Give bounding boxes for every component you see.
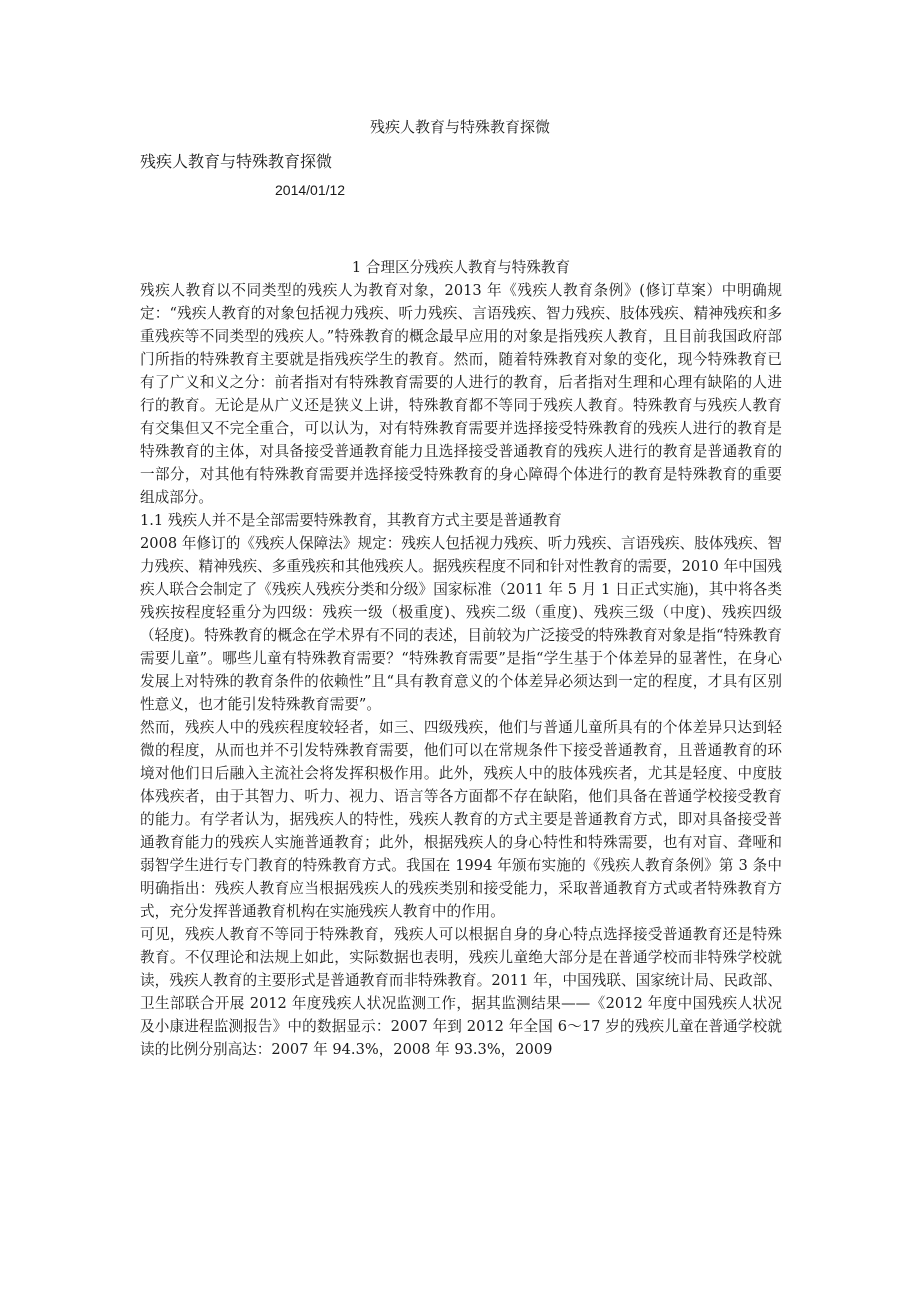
document-date: 2014/01/12 bbox=[275, 182, 346, 198]
section-heading-1-1: 1.1 残疾人并不是全部需要特殊教育，其教育方式主要是普通教育 bbox=[140, 512, 562, 529]
paragraph-section-1-1-b: 然而，残疾人中的残疾程度较轻者，如三、四级残疾，他们与普通儿童所具有的个体差异只达到轻微的程度，从而也并不引发特殊教育需要，他们可以在常规条件下接受普通教育，且普通教育的环境对他们日后融入主流社会将发挥积极作用。此外，残疾人中的肢体残疾者，尤其是轻度、中度肢体残疾者，由于其智力、听力、视力、语言等各方面都不存在缺陷，他们具备在普通学校接受教育的能力。有学者认为，据残疾人的特性，残疾人教育的方式主要是普通教育方式，即对具备接受普通教育能力的残疾人实施普通教育；此外，根据残疾人的身心特性和特殊需要，也有对盲、聋哑和弱智学生进行专门教育的特殊教育方式。我国在 1994 年颁布实施的《残疾人教育条例》第 3 条中明确指出：残疾人教育应当根据残疾人的残疾类别和接受能力，采取普通教育方式或者特殊教育方式，充分发挥普通教育机构在实施残疾人教育中的作用。 bbox=[140, 719, 782, 920]
section-heading-1: 1 合理区分残疾人教育与特殊教育 bbox=[351, 259, 571, 276]
document-title: 残疾人教育与特殊教育探微 bbox=[369, 118, 550, 136]
document-body bbox=[140, 256, 782, 1061]
paragraph-section-1-1-c: 可见，残疾人教育不等同于特殊教育，残疾人可以根据自身的身心特点选择接受普通教育还是特殊教育。不仅理论和法规上如此，实际数据也表明，残疾儿童绝大部分是在普通学校而非特殊学校就读，残疾人教育的主要形式是普通教育而非特殊教育。2011 年，中国残联、国家统计局、民政部、卫生部联合开展 2012 年度残疾人状况监测工作，据其监测结果——《2012 年度中国残疾人状况及小康进程监测报告》中的数据显示：2007 年到 2012 年全国 6～17 岁的残疾儿童在普通学校就读的比例分别高达：2007 年 94.3%，2008 年 93.3%，2009 bbox=[140, 926, 782, 1058]
paragraph-section-1-1-a: 2008 年修订的《残疾人保障法》规定：残疾人包括视力残疾、听力残疾、言语残疾、肢体残疾、智力残疾、精神残疾、多重残疾和其他残疾人。据残疾程度不同和针对性教育的需要，2010 年中国残疾人联合会制定了《残疾人残疾分类和分级》国家标准（2011 年 5 月 1 日正式实施)，其中将各类残疾按程度轻重分为四级：残疾一级（极重度)、残疾二级（重度)、残疾三级（中度)、残疾四级（轻度)。特殊教育的概念在学术界有不同的表述，目前较为广泛接受的特殊教育对象是指“特殊教育需要儿童”。哪些儿童有特殊教育需要？“特殊教育需要”是指“学生基于个体差异的显著性，在身心发展上对特殊的教育条件的依赖性”且“具有教育意义的个体差异必须达到一定的程度，才具有区别性意义，也才能引发特殊教育需要”。 bbox=[140, 535, 782, 713]
document-subtitle: 残疾人教育与特殊教育探微 bbox=[140, 152, 333, 171]
paragraph-section-1: 残疾人教育以不同类型的残疾人为教育对象，2013 年《残疾人教育条例》(修订草案）中明确规定：“残疾人教育的对象包括视力残疾、听力残疾、言语残疾、智力残疾、肢体残疾、精神残疾和多重残疾等不同类型的残疾人。”特殊教育的概念最早应用的对象是指残疾人教育，且目前我国政府部门所指的特殊教育主要就是指残疾学生的教育。然而，随着特殊教育对象的变化，现今特殊教育已有了广义和义之分：前者指对有特殊教育需要的人进行的教育，后者指对生理和心理有缺陷的人进行的教育。无论是从广义还是狭义上讲，特殊教育都不等同于残疾人教育。特殊教育与残疾人教育有交集但又不完全重合，可以认为，对有特殊教育需要并选择接受特殊教育的残疾人进行的教育是特殊教育的主体，对具备接受普通教育能力且选择接受普通教育的残疾人进行的教育是普通教育的一部分，对其他有特殊教育需要并选择接受特殊教育的身心障碍个体进行的教育是特殊教育的重要组成部分。 bbox=[140, 282, 782, 506]
